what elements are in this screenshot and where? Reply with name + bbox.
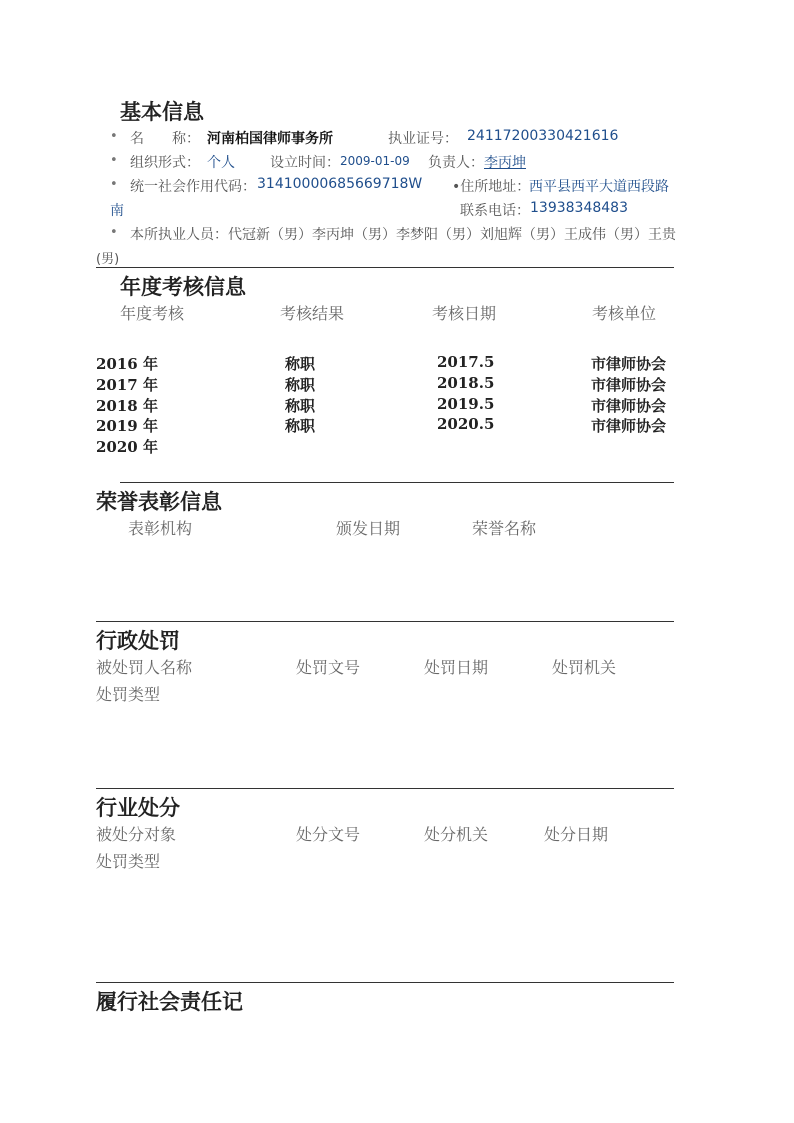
address-label: •住所地址： [452,179,531,195]
table-cell-date: 2017.5 [437,353,495,371]
table-cell-result: 称职 [285,397,316,415]
header-penalty-date: 处罚日期 [424,658,489,677]
header-discipline-type: 处罚类型 [96,852,161,871]
header-review-result: 考核结果 [280,304,345,323]
header-penalty-doc: 处罚文号 [296,658,361,677]
industry-penalty-title: 行业处分 [96,796,180,820]
annual-review-title: 年度考核信息 [120,275,246,299]
staff-list-continued: (男) [96,252,120,267]
org-form-label: 组织形式： [130,155,200,171]
section-divider [96,621,674,622]
header-penalty-authority: 处罚机关 [552,658,617,677]
table-cell-date: 2019.5 [437,395,495,413]
header-disciplined-target: 被处分对象 [96,825,177,844]
bullet: • [110,177,118,192]
header-penalized-name: 被处罚人名称 [96,658,193,677]
phone-label: 联系电话： [460,203,530,219]
bullet: • [110,153,118,168]
header-review-year: 年度考核 [120,304,185,323]
table-cell-unit: 市律师协会 [591,355,667,373]
table-cell-result: 称职 [285,376,316,394]
table-cell-year: 2017 年 [96,376,158,394]
social-responsibility-title: 履行社会责任记 [96,990,243,1014]
org-form-value: 个人 [207,155,235,171]
honor-title: 荣誉表彰信息 [96,490,222,514]
founded-label: 设立时间： [270,155,340,171]
section-divider [96,267,674,268]
header-discipline-doc: 处分文号 [296,825,361,844]
table-cell-date: 2018.5 [437,374,495,392]
firm-name: 河南柏国律师事务所 [207,131,333,147]
table-cell-year: 2016 年 [96,355,158,373]
header-honor-date: 颁发日期 [336,519,401,538]
table-cell-year: 2020 年 [96,438,158,456]
header-review-unit: 考核单位 [592,304,657,323]
address-value: 西平县西平大道西段路 [529,179,669,195]
header-review-date: 考核日期 [432,304,497,323]
header-penalty-type: 处罚类型 [96,685,161,704]
admin-penalty-title: 行政处罚 [96,629,180,653]
head-label: 负责人： [428,155,484,171]
license-number: 24117200330421616 [467,128,619,144]
section-divider [96,788,674,789]
staff-list: 代冠新（男）李丙坤（男）李梦阳（男）刘旭辉（男）王成伟（男）王贵 [228,227,676,243]
table-cell-unit: 市律师协会 [591,417,667,435]
header-discipline-date: 处分日期 [544,825,609,844]
table-cell-result: 称职 [285,417,316,435]
staff-label: 本所执业人员： [130,227,228,243]
header-discipline-authority: 处分机关 [424,825,489,844]
credit-code-label: 统一社会作用代码： [130,179,256,195]
header-honor-name: 荣誉名称 [472,519,537,538]
credit-code-value: 31410000685669718W [257,176,423,192]
basic-info-title: 基本信息 [120,100,204,124]
license-label: 执业证号： [388,131,458,147]
address-continued: 南 [110,203,124,219]
bullet: • [110,225,118,240]
table-cell-year: 2018 年 [96,397,158,415]
founded-date: 2009-01-09 [340,154,410,168]
section-divider [96,982,674,983]
table-cell-year: 2019 年 [96,417,158,435]
table-cell-unit: 市律师协会 [591,376,667,394]
table-cell-unit: 市律师协会 [591,397,667,415]
section-divider [120,482,674,483]
name-label: 名 称： [130,131,200,147]
bullet: • [110,129,118,144]
head-person-link[interactable]: 李丙坤 [484,155,526,171]
phone-value: 13938348483 [530,200,628,216]
header-honor-org: 表彰机构 [128,519,193,538]
table-cell-date: 2020.5 [437,415,495,433]
table-cell-result: 称职 [285,355,316,373]
